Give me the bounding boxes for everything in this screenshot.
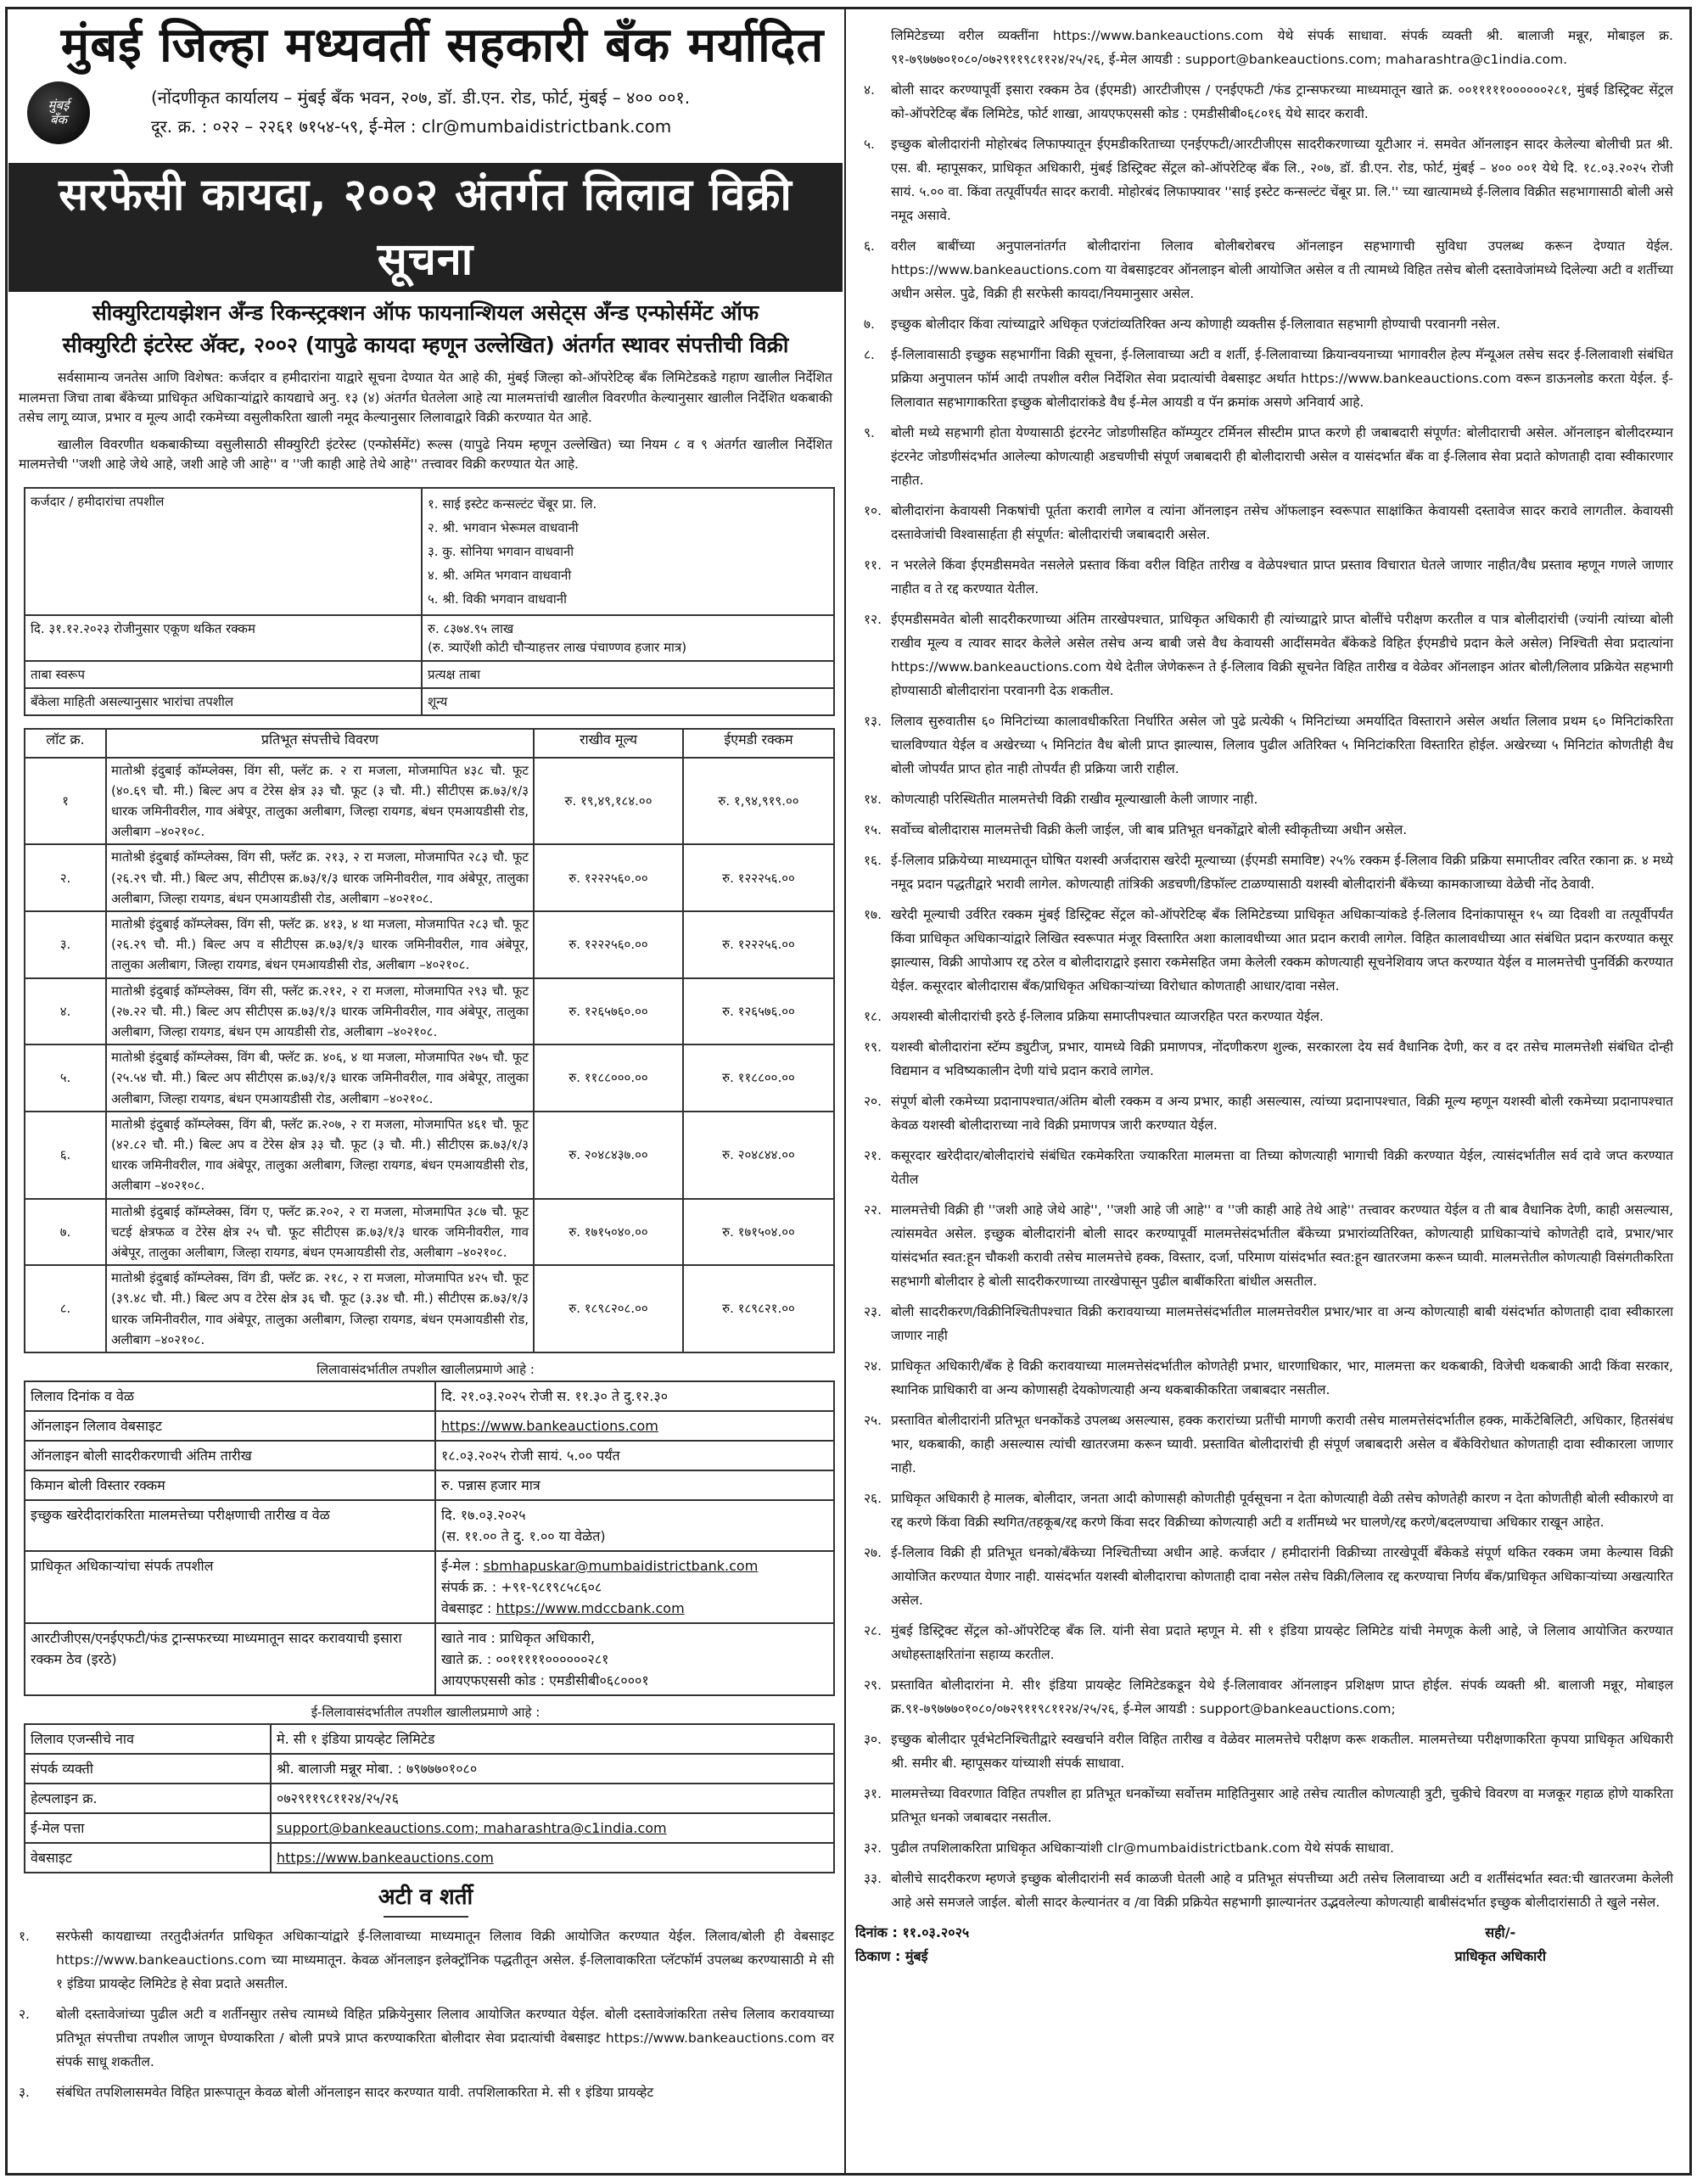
auction-website-link[interactable]: https://www.bankeauctions.com <box>441 1417 658 1434</box>
officer-website-label: वेबसाइट : <box>441 1599 492 1616</box>
address-line: (नोंदणीकृत कार्यालय – मुंबई बँक भवन, २०७, डॉ. डी.एन. रोड, फोर्ट, मुंबई – ४०० ००१. <box>151 87 691 108</box>
phone-label: दूर. क्र. : ०२२ – २२६१ ७१५४-५९, ई-मेल : <box>151 116 417 137</box>
term-text: इच्छुक बोलीदार पूर्वभेटनिश्चितीद्वारे स्वखर्चाने वरील विहित तारीख व वेळेवर मालमत्तेचे परीक्षण करू शकतील. मालमत्तेच्या परीक्षणाकरिता कृपया प्राधिकृत अधिकारी श्री. समीर बी. म्हापूसकर यांच्याशी संपर्क साधावा. <box>891 1732 1673 1771</box>
term-number: ८. <box>864 347 875 362</box>
lot-row <box>25 1112 834 1199</box>
bid-increment-value: रु. पन्नास हजार मात्र <box>435 1470 834 1500</box>
table-row <box>25 1500 834 1551</box>
lot-emd-amount: रु. २०४८४४.०० <box>683 1112 834 1199</box>
term-number: १२. <box>864 612 882 627</box>
term-text: बोली दस्तावेजांच्या पुढील अटी व शर्तीनसुार तसेच त्यामध्ये विहित प्रक्रियेनुसार लिलाव आयोजित करण्यात येईल. बोली दस्तावेजांकरिता तसेच लिलाव करावयाच्या प्रतिभूत संपत्तीचा तपशील जाणून घेण्याकरिता / बोली प्रपत्रे प्राप्त करण्याकरिता बोलीदार सेवा प्रदात्यांची वेबसाइट https://www.bankeauctions.com वर संपर्क साधू शकतील. <box>56 2006 834 2069</box>
terms-list-left <box>8 1924 843 2104</box>
term-number: २८. <box>864 1623 882 1638</box>
table-row <box>25 1843 834 1873</box>
lot-description: मातोश्री इंदुबाई कॉम्प्लेक्स, विंग डी, फ्लॅट क्र. २१८, २ रा मजला, मोजमापित ४२५ चौ. फूट (३९.४८ चौ. मी.) बिल्ट अप व टेरेस क्षेत्र ३६ चौ. फूट (३.३४ चौ. मी.) सीटीएस क्र.७३/१/३ धारक जमिनीवरील, गाव अंबेपूर, तालुका अलीबाग, जिल्हा रायगड, बंधन एमआयडीसी रोड, अलीबाग –४०२१०८. <box>106 1265 534 1352</box>
term-text: कसूरदार खरेदीदार/बोलीदारांचे संबंधित रकमेकरिता ज्याकरिता मालमत्ता वा तिच्या कोणत्याही भागाची विक्री करण्यात येईल, त्यासंदर्भातील सर्व दावे जप्त करण्यात येतील <box>891 1148 1673 1187</box>
helpline-value: ०७२९११९८११२४/२५/२६ <box>271 1784 834 1813</box>
last-date-value: १८.०३.२०२५ रोजी सायं. ५.०० पर्यंत <box>435 1441 834 1470</box>
term-number: २. <box>19 2006 30 2022</box>
table-row <box>25 661 834 688</box>
term-item <box>852 1487 1673 1534</box>
term-item <box>852 312 1673 336</box>
eauction-details-caption: ई-लिलावासंदर्भातील तपशील खालीलप्रमाणे आहे : <box>311 1704 540 1720</box>
term-number: ५. <box>864 137 875 152</box>
officer-email-link[interactable]: sbmhapuskar@mumbaidistrictbank.com <box>483 1557 759 1574</box>
term-number: ११. <box>864 557 882 573</box>
header-email-link[interactable]: clr@mumbaidistrictbank.com <box>421 116 672 137</box>
term-number: २९. <box>864 1677 882 1693</box>
lot-row <box>25 758 834 845</box>
lot-reserve-price: रु. १२२२५६०.०० <box>534 844 683 911</box>
term-item <box>852 1673 1673 1721</box>
term-number: २७. <box>864 1545 882 1560</box>
encumbrance-value: शून्य <box>422 688 834 715</box>
lot-reserve-price: रु. १२२२५६०.०० <box>534 911 683 978</box>
notice-title: सरफेसी कायदा, २००२ अंतर्गत लिलाव विक्री सूचना <box>8 163 843 292</box>
term-text: लिलाव सुरुवातीस ६० मिनिटांच्या कालावधीकरिता निर्धारित असेल जो पुढे प्रत्येकी ५ मिनिटांच्या अमर्यादित विस्ताराने असेल अर्थात लिलाव प्रथम ६० मिनिटांकरिता चालविण्यात येईल व अखेरच्या ५ मिनिटांत वैध बोली प्राप्त झाल्यास, लिलाव पुढील अतिरिक्त ५ मिनिटांकरिता विस्तारित होईल. अखेरच्या ५ मिनिटांत कोणतीही वैध बोली जोपर्यंत प्राप्त होत नाही तोपर्यंत ही प्रक्रिया जारी राहील. <box>891 714 1673 776</box>
term-item <box>852 78 1673 126</box>
right-column <box>848 10 1689 2172</box>
lot-number: ६. <box>25 1112 106 1199</box>
table-row <box>25 1411 834 1441</box>
table-row <box>25 1784 834 1813</box>
borrower-item: २. श्री. भगवान भेरूमल वाधवानी <box>428 519 579 535</box>
term-text: बोली मध्ये सहभागी होता येण्यासाठी इंटरनेट जोडणीसहित कॉम्प्युटर टर्मिनल सीस्टीम प्राप्त करणे ही जबाबदारी संपूर्णत: बोलीदाराची असेल. ऑनलाइन बोलीदरम्यान इंटरनेट जोडणीसंदर्भात आलेल्या कोणत्याही अडचणीची संपूर्ण जबाबदारी ही बोलीदाराची असेल व यासंदर्भात बँक वा ई-लिलाव सेवा प्रदाते कोणताही दावा स्वीकारणार नाहीत. <box>891 425 1673 488</box>
term-text: अयशस्वी बोलीदारांची इरठे ई-लिलाव प्रक्रिया समाप्तीपश्चात व्याजरहित परत करण्यात येईल. <box>891 1009 1324 1024</box>
lot-row <box>25 1044 834 1112</box>
lot-number: ४. <box>25 978 106 1045</box>
term-item <box>852 1408 1673 1480</box>
contact-person-label: संपर्क व्यक्ती <box>25 1754 271 1784</box>
borrower-item: १. साई इस्टेट कन्सल्टंट चेंबूर प्रा. लि. <box>428 496 597 512</box>
lot-emd-amount: रु. ११८८००.०० <box>683 1044 834 1112</box>
term-text: ई-लिलाव प्रक्रियेच्या माध्यमातून घोषित यशस्वी अर्जदारास खरेदी मूल्याच्या (ईएमडी समाविष्ट) २५% रक्कम ई-लिलाव विक्री प्रक्रिया समाप्तीवर त्वरित रकाना क्र. ४ मध्ये नमूद प्रदान पद्धतीद्वारे भरावी लागेल. कोणत्याही तांत्रिकी अडचणी/डिफॉल्ट टाळण्यासाठी यशस्वी बोलीदारांनी बँकेच्या कामकाजाच्या वेळेची नोंद ठेवावी. <box>891 853 1673 892</box>
agency-label: लिलाव एजन्सीचे नाव <box>25 1724 271 1754</box>
possession-label: ताबा स्वरूप <box>25 661 422 688</box>
lot-emd-amount: रु. १२६५७६.०० <box>683 978 834 1045</box>
agency-value: मे. सी १ इंडिया प्रायव्हेट लिमिटेड <box>271 1724 834 1754</box>
lot-number: ७. <box>25 1199 106 1266</box>
term-item <box>852 132 1673 227</box>
term-item <box>852 343 1673 414</box>
term-text: संबंधित तपशिलासमवेत विहित प्रारूपातून केवळ बोली ऑनलाइन सादर करण्यात यावी. तपशिलाकरिता मे. सी १ इंडिया प्रायव्हेट <box>56 2084 654 2100</box>
term-number: ४. <box>864 82 875 98</box>
email-address-label: ई-मेल पत्ता <box>25 1813 271 1843</box>
term-text: मालमत्तेच्या विवरणात विहित तपशील हा प्रतिभूत धनकोंच्या सर्वोत्तम माहितिनुसार आहे तसेच त्यातील कोणत्याही त्रुटी, चुकीचे विवरण वा मजकूर गहाळ होणे याकरिता प्रतिभूत धनको जबाबदार नसतील. <box>891 1786 1673 1825</box>
term-text: प्रस्तावित बोलीदारांनी प्रतिभूत धनकोंकडे उपलब्ध असल्यास, हक्क करारांच्या प्रतींची मागणी करावी तसेच मालमत्तेसंदर्भातील हक्क, मार्केटेबिलिटी, अधिकार, हितसंबंध भार, थकबाकी, काही असल्यास त्यांची खातरजमा करून घ्यावी. प्रस्तावित बोलीदारांची ही संपूर्ण जबाबदारी असेल व बँकेविरोधात कोणताही दावा स्वीकारला जाणार नाही. <box>891 1413 1673 1476</box>
emd-deposit-value <box>435 1623 834 1695</box>
term-item <box>852 709 1673 781</box>
helpline-label: हेल्पलाइन क्र. <box>25 1784 271 1813</box>
lot-reserve-price: रु. १२६५७६०.०० <box>534 978 683 1045</box>
lot-emd-amount: रु. १२२२५६.०० <box>683 844 834 911</box>
table-row <box>25 1754 834 1784</box>
table-row <box>25 488 834 615</box>
eauction-details-table <box>24 1723 835 1873</box>
borrower-item: ५. श्री. विकी भगवान वाधवानी <box>428 591 567 607</box>
term-number: २०. <box>864 1094 882 1109</box>
logo-text-line2: बँक <box>49 112 68 127</box>
inspection-label: इच्छुक खरेदीदारांकरिता मालमत्तेच्या परीक्षणाची तारीख व वेळ <box>25 1500 435 1551</box>
col-header-description: प्रतिभूत संपत्तीचे विवरण <box>106 729 534 758</box>
table-row <box>25 1470 834 1500</box>
inspection-time: (स. ११.०० ते दु. १.०० या वेळेत) <box>441 1527 606 1544</box>
lot-reserve-price: रु. १७१५०४०.०० <box>534 1199 683 1266</box>
term-item <box>852 608 1673 703</box>
term-item <box>852 1198 1673 1293</box>
subtitle-line1: सीक्युरिटायझेशन अँन्ड रिकन्स्ट्रक्शन ऑफ फायनान्शियल असेट्स अँन्ड एन्फोर्समेंट ऑफ <box>92 300 759 325</box>
term-item <box>8 1924 843 1996</box>
term-item <box>852 1144 1673 1191</box>
lot-row <box>25 978 834 1045</box>
auction-website-label: ऑनलाइन लिलाव वेबसाइट <box>25 1411 435 1441</box>
term-text: संपूर्ण बोली रकमेच्या प्रदानापश्चात/अंतिम बोली रक्कम व अन्य प्रभार, काही असल्यास, त्यांच्या प्रदानापश्चात, विक्री मूल्य म्हणून यशस्वी बोली रकमेच्या प्रदानापश्चात केवळ यशस्वी बोलीदाराच्या नावे विक्री प्रमाणपत्र जारी करण्यात येईल. <box>891 1094 1673 1133</box>
officer-email-label: ई-मेल : <box>441 1557 479 1574</box>
auction-date-value: दि. २१.०३.२०२५ रोजी स. ११.३० ते दु.१२.३० <box>435 1381 834 1411</box>
signed-mark: सही/- <box>1485 1924 1516 1940</box>
bank-logo-icon <box>27 81 90 144</box>
term-continuation <box>852 24 1673 71</box>
account-number: खाते क्र. : ००१११११००००००२८१ <box>441 1650 609 1667</box>
lot-description: मातोश्री इंदुबाई कॉम्प्लेक्स, विंग बी, फ्लॅट क्र. ४०६, ४ था मजला, मोजमापित २७५ चौ. फूट (२५.५४ चौ. मी.) बिल्ट अप सीटीएस क्र.७३/१/३ धारक जमिनीवरील, गाव अंबेपूर, तालुका अलीबाग, जिल्हा रायगड, बंधन एमआयडीसी रोड, अलीबाग –४०२१०८. <box>106 1044 534 1112</box>
lot-description: मातोश्री इंदुबाई कॉम्प्लेक्स, विंग बी, फ्लॅट क्र.२०७, २ रा मजला, मोजमापित ४६१ चौ. फूट (४२.८२ चौ. मी.) बिल्ट अप व टेरेस क्षेत्र ३३ चौ. फूट (३ चौ. मी.) सीटीएस क्र.७३/१/३ धारक जमिनीवरील, गाव अंबेपूर, तालुका अलीबाग, जिल्हा रायगड, बंधन एमआयडीसी रोड, अलीबाग –४०२१०८. <box>106 1112 534 1199</box>
lot-row <box>25 1199 834 1266</box>
logo-text-line1: मुंबई <box>48 98 70 113</box>
bank-name-heading: मुंबई जिल्हा मध्यवर्ती सहकारी बँक मर्यादित <box>60 18 825 73</box>
notice-subtitle <box>8 297 843 361</box>
emd-deposit-label: आरटीजीएस/एनईएफटी/फंड ट्रान्सफरच्या माध्यमातून सादर करावयाची इसारा रक्कम ठेव (इरठे) <box>25 1623 435 1695</box>
lot-number: १ <box>25 758 106 845</box>
table-header-row <box>25 729 834 758</box>
term-item <box>852 1867 1673 1914</box>
term-item <box>852 553 1673 601</box>
contact-line <box>151 112 690 141</box>
lot-row <box>25 844 834 911</box>
col-header-emd: ईएमडी रक्कम <box>683 729 834 758</box>
lot-reserve-price: रु. ११८८०००.०० <box>534 1044 683 1112</box>
lot-description: मातोश्री इंदुबाई कॉम्प्लेक्स, विंग ए, फ्लॅट क्र.२०२, २ रा मजला, मोजमापित ३८७ चौ. फूट चटई क्षेत्रफळ व टेरेस क्षेत्र २५ चौ. फूट सीटीएस क्र.७३/१/३ धारक जमिनीवरील, गाव अंबेपूर, तालुका अलीबाग, जिल्हा रायगड, बंधन एमआयडीसी रोड, अलीबाग –४०२१०८. <box>106 1199 534 1266</box>
term-item <box>852 1782 1673 1829</box>
term-number: १९. <box>864 1039 882 1055</box>
borrower-item: ४. श्री. अमित भगवान वाधवानी <box>428 567 572 583</box>
term-number: १७. <box>864 907 882 922</box>
term-text: प्राधिकृत अधिकारी/बँक हे विक्री करावयाच्या मालमत्तेसंदर्भातील कोणतेही प्रभार, धारणाधिकार, भार, मालमत्ता कर थकबाकी, विजेची थकबाकी आदी किंवा सरकार, स्थानिक प्राधिकारी वा अन्य कोणासही देयकोणत्याही अन्य थकबाकीकरिता जबाबदार नसतील. <box>891 1358 1673 1397</box>
left-column <box>8 10 843 2172</box>
term-text: ई-लिलावासाठी इच्छुक सहभागींना विक्री सूचना, ई-लिलावाच्या अटी व शर्ती, ई-लिलावाच्या क्रियान्वयनाच्या भागावरील हेल्प मॅन्यूअल तसेच सदर ई-लिलावाशी संबंधित प्रक्रिया अनुपालन फॉर्म आदी तपशील वरील निर्देशित सेवा प्रदात्यांची वेबसाइट अर्थात https://www.bankeauctions.com वरून डाऊनलोड करता येईल. ई-लिलावात सहभागाकरिता इच्छुक बोलीदारांकडे वैध ई-मेल आयडी व पॅन क्रमांक असणे अनिवार्य आहे. <box>891 347 1673 410</box>
outstanding-value <box>422 615 834 661</box>
term-number: ७. <box>864 316 875 332</box>
borrower-table <box>24 487 835 716</box>
borrower-item: ३. कु. सोनिया भगवान वाधवानी <box>428 543 574 559</box>
term-item <box>852 1619 1673 1666</box>
col-header-reserve-price: राखीव मूल्य <box>534 729 683 758</box>
term-number: १८. <box>864 1009 882 1024</box>
term-item <box>8 2080 843 2104</box>
term-number: १. <box>19 1928 30 1944</box>
officer-contact-value <box>435 1551 834 1623</box>
term-item <box>852 1089 1673 1137</box>
term-number: ३. <box>19 2084 30 2100</box>
term-text: बोलीचे सादरीकरण म्हणजे इच्छुक बोलीदारांनी सर्व काळजी घेतली आहे व प्रतिभूत संपत्तीच्या अटी तसेच लिलावाच्या अटी व शर्तींसंदर्भात स्वत:ची खातरजमा केलेली आहे असे समजले जाईल. बोली सादर केल्यानंतर व /वा विक्री प्रक्रियेत सहभागी झाल्यानंतर उद्भवलेल्या कोणत्याही बाबीसंदर्भात इच्छुक बोलीदारांसाठी ते खुले नसेल. <box>891 1871 1673 1910</box>
registered-office <box>151 83 690 141</box>
lots-table <box>24 728 835 1353</box>
auction-details-caption: लिलावासंदर्भातील तपशील खालीलप्रमाणे आहे : <box>316 1361 535 1377</box>
term-item <box>852 499 1673 546</box>
term-text: ई-लिलाव विक्री ही प्रतिभूत धनको/बँकेच्या निश्चितीच्या अधीन आहे. कर्जदार / हमीदारांनी विक्रीच्या तारखेपूर्वी बँकेकडे संपूर्ण थकित रक्कम जमा केल्यास विक्री आयोजित करण्यात येणार नाही. यासंदर्भात यशस्वी बोलीदाराचा कोणताही दावा नसेल तसेच विक्री/लिलाव रद्द करण्याचा निर्णय बँक/प्राधिकृत अधिकाऱ्यांच्या अखत्यारित असेल. <box>891 1545 1673 1608</box>
intro-paragraph-1: सर्वसामान्य जनतेस आणि विशेषत: कर्जदार व हमीदारांना याद्वारे सूचना देण्यात येत आहे की, मुंबई जिल्हा को-ऑपरेटिव्ह बँक लिमिटेडकडे गहाण खालील निर्देशित मालमत्ता जिचा ताबा बँकेच्या प्राधिकृत अधिकाऱ्यांद्वारे कायद्याचे अनु. १३ (४) अंतर्गत घेतलेला आहे त्या मालमत्तांची खालील विवरणीत केल्यानुसार खालील निर्देशित थकबाकी तसेच लागू व्याज, प्रभार व मूल्य आदी रकमेच्या वसुलीकरिता खाली नमूद केल्यानुसार लिलावाद्वारे विक्री करण्यात येत आहे. <box>19 370 832 425</box>
terms-heading-underline <box>384 1916 468 1918</box>
term-number: ३३. <box>864 1871 882 1886</box>
term-text: इच्छुक बोलीदार किंवा त्यांच्याद्वारे अधिकृत एजंटांव्यतिरिक्त अन्य कोणाही व्यक्तीस ई-लिलावात सहभागी होण्याची परवानगी नसेल. <box>891 316 1501 332</box>
lot-description: मातोश्री इंदुबाई कॉम्प्लेक्स, विंग सी, फ्लॅट क्र. ४१३, ४ था मजला, मोजमापित २८३ चौ. फूट (२६.२९ चौ. मी.) बिल्ट अप व सीटीएस क्र.७३/१/३ धारक जमिनीवरील, गाव अंबेपूर, तालुका अलीबाग, जिल्हा रायगड, बंधन एमआयडीसी रोड, अलीबाग –४०२१०८. <box>106 911 534 978</box>
term-text: बोली सादर करण्यापूर्वी इसारा रक्कम ठेव (ईएमडी) आरटीजीएस / एनईएफटी /फंड ट्रान्सफरच्या माध्यमातून खाते क्र. ००१११११००००००२८१, मुंबई डिस्ट्रिक्ट सेंट्रल को-ऑपरेटिव्ह बँक लिमिटेड, फोर्ट शाखा, आयएफएससी कोड : एमडीसीबी०६८०१६ येथे सादर करावी. <box>891 82 1673 121</box>
table-row <box>25 1724 834 1754</box>
lot-number: २. <box>25 844 106 911</box>
signatory-title: प्राधिकृत अधिकारी <box>1454 1948 1546 1964</box>
lot-reserve-price: रु. १९,४९,१८४.०० <box>534 758 683 845</box>
term-number: १३. <box>864 714 882 729</box>
eauction-website-link[interactable]: https://www.bankeauctions.com <box>277 1849 494 1866</box>
header-address-block <box>8 81 843 158</box>
lot-number: ५. <box>25 1044 106 1112</box>
term-text: प्राधिकृत अधिकारी हे मालक, बोलीदार, जनता आदी कोणासही कोणतीही पूर्वसूचना न देता कोणत्याही वेळी तसेच कोणतेही कारण न देता कोणतीही बोली स्वीकारणे वा रद्द करणे किंवा विक्री स्थगित/तहकूब/रद्द करणे किंवा सदर विक्रीच्या कोणत्याही अटी व शर्तीमध्ये भर घालणे/रद्द करणे/बदलण्याचा अधिकार राखून आहेत. <box>891 1491 1673 1530</box>
lot-description: मातोश्री इंदुबाई कॉम्प्लेक्स, विंग सी, फ्लॅट क्र.२१२, २ रा मजला, मोजमापित २९३ चौ. फूट (२७.२२ चौ. मी.) बिल्ट अप सीटीएस क्र.७३/१/३ धारक जमिनीवरील, गाव अंबेपूर, तालुका अलीबाग, जिल्हा रायगड, बंधन एम आयडीसी रोड, अलीबाग –४०२१०८. <box>106 978 534 1045</box>
outstanding-label: दि. ३१.१२.२०२३ रोजीनुसार एकूण थकित रक्कम <box>25 615 422 661</box>
last-date-label: ऑनलाइन बोली सादरीकरणाची अंतिम तारीख <box>25 1441 435 1470</box>
lot-reserve-price: रु. १८९८२०८.०० <box>534 1265 683 1352</box>
borrowers-list <box>422 488 834 615</box>
lot-row <box>25 911 834 978</box>
lot-reserve-price: रु. २०४८४३७.०० <box>534 1112 683 1199</box>
inspection-value <box>435 1500 834 1551</box>
term-number: ३२. <box>864 1840 882 1856</box>
term-text: वरील बाबींच्या अनुपालनांतर्गत बोलीदारांना लिलाव बोलीबरोबरच ऑनलाइन सहभागाची सुविधा उपलब्ध करून देण्यात येईल. https://www.bankeauctions.com या वेबसाइटवर ऑनलाइन बोली आयोजित असेल व ती त्यामध्ये विहित तसेच बोली दस्तावेजांमध्ये दिलेल्या अटी व शर्तीच्या अधीन असेल. पुढे, विक्री ही सरफेसी कायदा/नियमानुसार असेल. <box>891 238 1673 301</box>
terms-list-right <box>852 24 1673 1914</box>
auction-details-table <box>24 1380 835 1696</box>
term-item <box>852 1300 1673 1347</box>
term-text: पुढील तपशिलाकरिता प्राधिकृत अधिकाऱ्यांशी clr@mumbaidistrictbank.com येथे संपर्क साधावा. <box>891 1840 1394 1856</box>
table-row <box>25 1381 834 1411</box>
col-header-lot: लॉट क्र. <box>25 729 106 758</box>
bid-increment-label: किमान बोली विस्तार रक्कम <box>25 1470 435 1500</box>
column-divider <box>844 7 846 2176</box>
term-item <box>852 1005 1673 1028</box>
term-item <box>852 848 1673 896</box>
term-item <box>852 818 1673 842</box>
term-number: ३१. <box>864 1786 882 1801</box>
term-number: २५. <box>864 1413 882 1428</box>
term-number: १६. <box>864 853 882 868</box>
term-item <box>8 2002 843 2074</box>
encumbrance-label: बँकेला माहिती असल्यानुसार भारांचा तपशील <box>25 688 422 715</box>
term-item <box>852 1728 1673 1775</box>
term-text: सर्वोच्च बोलीदारास मालमत्तेची विक्री केली जाईल, जी बाब प्रतिभूत धनकोंद्वारे बोली स्वीकृतीच्या अधीन असेल. <box>891 822 1408 837</box>
term-item <box>852 1354 1673 1402</box>
term-text: मालमत्तेची विक्री ही ''जशी आहे जेथे आहे'', ''जशी आहे जी आहे'' व ''जी काही आहे तेथे आहे'' तत्त्वावर करण्यात येईल व ती बाब वैधानिक देणी, काही असल्यास, त्यांसमवेत असेल. इच्छुक बोलीदारांनी बोली सादर करण्यापूर्वी मालमत्तेसंदर्भातील बँकेच्या प्रभारांव्यतिरिक्त, कोणत्याही प्राधिकाऱ्यांचे कोणतेही दावे, प्रभार/भार यांसंदर्भात स्वत:हून चौकशी करावी तसेच मालमत्तेचे हक्क, विस्तार, दर्जा, परिमाण यांसंदर्भात स्वत:हून खातरजमा करून घ्यावी. मालमत्तेतील कोणत्याही विसंगतीकरिता सहभागी बोलीदार हे बोली सादरीकरणाच्या तारखेपासून पुढील बाबींकरिता बांधील असतील. <box>891 1202 1673 1289</box>
officer-website-link[interactable]: https://www.mdccbank.com <box>496 1599 685 1616</box>
term-text: सरफेसी कायद्याच्या तरतुदीअंतर्गत प्राधिकृत अधिकाऱ्यांद्वारे ई-लिलावाच्या माध्यमातून लिलाव विक्री आयोजित करण्यात येईल. लिलाव/बोली ही वेबसाइट https://www.bankeauctions.com च्या माध्यमातून. केवळ ऑनलाइन इलेक्ट्रॉनिक पद्धतीतून असेल. ई-लिलावाकरिता प्लॅटफॉर्म उपलब्ध करण्यासाठी मे सी १ इंडिया प्रायव्हेट लिमिटेड हे सेवा प्रदाते असतील. <box>56 1928 834 1991</box>
term-number: १०. <box>864 503 882 518</box>
account-name: खाते नाव : प्राधिकृत अधिकारी, <box>441 1629 596 1646</box>
term-item <box>852 1035 1673 1083</box>
term-text: बोलीदारांना केवायसी निकषांची पूर्तता करावी लागेल व त्यांना ऑनलाइन तसेच ऑफलाइन स्वरूपात साक्षांकित केवायसी दस्तावेज सादर करावे लागतील. केवायसी दस्तावेजांची विश्वासार्हता ही संपूर्णत: बोलीदारांची जबाबदारी असेल. <box>891 503 1673 542</box>
term-text: इच्छुक बोलीदारांनी मोहोरबंद लिफाफ्यातून ईएमडीकरिताच्या एनईएफटी/आरटीजीएस सादरीकरणाच्या यूटीआर नं. समवेत ऑनलाइन सादर केलेल्या बोलीची प्रत श्री. एस. बी. म्हापूसकर, प्राधिकृत अधिकारी, मुंबई डिस्ट्रिक्ट सेंट्रल को-ऑपरेटिव्ह बँक लि., २०७, डॉ. डी.एन. रोड, फोर्ट, मुंबई – ४०० ००१ येथे दि. १८.०३.२०२५ रोजी सायं. ५.०० वा. किंवा तत्पूर्वीपर्यंत सादर करावी. मोहोरबंद लिफाफ्यावर ''साई इस्टेट कन्सल्टंट चेंबूर प्रा. लि.'' च्या खात्यामध्ये ई-लिलाव विक्रीत सहभागासाठी बोली असे नमूद असावे. <box>891 137 1674 223</box>
lot-row <box>25 1265 834 1352</box>
lot-description: मातोश्री इंदुबाई कॉम्प्लेक्स, विंग सी, फ्लॅट क्र. २१३, २ रा मजला, मोजमापित २८३ चौ. फूट (२६.२९ चौ. मी.) बिल्ट अप, सीटीएस क्र.७३/१/३ धारक जमिनीवरील, गाव अंबेपूर, तालुका अलीबाग, जिल्हा रायगड, बंधन एमआयडीसी रोड, अलीबाग –४०२१०८. <box>106 844 534 911</box>
intro-paragraph-2: खालील विवरणीत थकबाकीच्या वसुलीसाठी सीक्युरिटी इंटरेस्ट (एन्फोर्समेंट) रूल्स (यापुढे नियम म्हणून उल्लेखित) च्या नियम ८ व ९ अंतर्गत खालील निर्देशित मालमत्तेची ''जशी आहे जेथे आहे, जशी आहे जी आहे'' व ''जी काही आहे तेथे आहे'' तत्त्वावर विक्री करण्यात येत आहे. <box>19 436 832 472</box>
term-text: मुंबई डिस्ट्रिक्ट सेंट्रल को-ऑपरेटिव्ह बँक लि. यांनी सेवा प्रदाते म्हणून मे. सी १ इंडिया प्रायव्हेट लिमिटेड यांची नेमणूक केली आहे, जे लिलाव आयोजित करण्यात अधोहस्ताक्षरितांना सहाय्य करतील. <box>891 1623 1673 1662</box>
footer-date: दिनांक : ११.०३.२०२५ <box>855 1924 970 1940</box>
term-number: २४. <box>864 1358 882 1374</box>
term-text: न भरलेले किंवा ईएमडीसमवेत नसलेले प्रस्ताव किंवा वरील विहित तारीख व वेळेपश्चात प्राप्त प्रस्ताव विचारात घेतले जाणार नाहीत/वैध प्रस्ताव म्हणून गणले जाणार नाहीत व ते रद्द करण्यात येतील. <box>891 557 1673 596</box>
inspection-date: दि. १७.०३.२०२५ <box>441 1506 526 1523</box>
term-text: कोणत्याही परिस्थितीत मालमत्तेची विक्री राखीव मूल्याखाली केली जाणार नाही. <box>891 792 1258 807</box>
term-item <box>852 1836 1673 1860</box>
auction-date-label: लिलाव दिनांक व वेळ <box>25 1381 435 1411</box>
term-number: १४. <box>864 792 882 807</box>
term-number: २३. <box>864 1304 882 1319</box>
table-row <box>25 1441 834 1470</box>
notice-footer <box>852 1921 1673 1968</box>
lot-number: ३. <box>25 911 106 978</box>
term-number: ९. <box>864 425 875 440</box>
lot-emd-amount: रु. १२२२५६.०० <box>683 911 834 978</box>
email-address-link[interactable]: support@bankeauctions.com; maharashtra@c1india.com <box>277 1819 667 1836</box>
term-text: बोली सादरीकरण/विक्रीनिश्चितीपश्चात विक्री करावयाच्या मालमत्तेसंदर्भातील मालमत्तेवरील प्रभार/भार वा अन्य कोणत्याही बाबी यंसंदर्भात कोणताही दावा स्वीकारला जाणार नाही <box>891 1304 1673 1343</box>
term-number: २२. <box>864 1202 882 1218</box>
term-item <box>852 1541 1673 1612</box>
lot-emd-amount: रु. १,९४,९१९.०० <box>683 758 834 845</box>
term-item <box>852 421 1673 492</box>
term-text: प्रस्तावित बोलीदारांना मे. सी१ इंडिया प्रायव्हेट लिमिटेडकडून येथे ई-लिलावावर ऑनलाइन प्रशिक्षण प्राप्त होईल. संपर्क व्यक्ती श्री. बालाजी मन्नूर, मोबाइल क्र.९१-७९७७७०१०८०/०७२९११९८११२४/२५/२६, ई-मेल आयडी : support@bankeauctions.com; <box>891 1677 1673 1716</box>
footer-signature <box>1454 1921 1673 1968</box>
eauction-website-label: वेबसाइट <box>25 1843 271 1873</box>
term-number: ६. <box>864 238 875 254</box>
term-text: खरेदी मूल्याची उर्वरित रक्कम मुंबई डिस्ट्रिक्ट सेंट्रल को-ऑपरेटिव्ह बँक लिमिटेडच्या प्राधिकृत अधिकाऱ्यांकडे ई-लिलाव दिनांकापासून १५ व्या दिवशी वा तत्पूर्वीपर्यंत किंवा प्राधिकृत अधिकाऱ्यांद्वारे लिखित स्वरूपात मंजूर विस्तारित अशा कालावधीच्या आत प्रदान करावी लागेल. विहित कालावधीच्या आत संबंधित प्रदान करण्यात कसूर झाल्यास, विक्री आपोआप रद्द ठरेल व बोलीदाराद्वारे इसारा रकमेसहित जमा केलेली रक्कम कोणत्याही सूचनेशिवाय जप्त करण्यात येईल व मालमत्तेची पुनर्विक्री करण्यात येईल. कसूरदार बोलीदारास बँक/प्राधिकृत अधिकाऱ्यांच्या विरोधात कोणताही आधार/दावा नसेल. <box>891 907 1673 994</box>
term-number: १५. <box>864 822 882 837</box>
subtitle-line2: सीक्युरिटी इंटरेस्ट अ‍ॅक्ट, २००२ (यापुढे कायदा म्हणून उल्लेखित) अंतर्गत स्थावर संपत्तीची विक्री <box>62 333 789 357</box>
table-row <box>25 1623 834 1695</box>
footer-place: ठिकाण : मुंबई <box>855 1948 928 1964</box>
lot-description: मातोश्री इंदुबाई कॉम्प्लेक्स, विंग सी, फ्लॅट क्र. २ रा मजला, मोजमापित ४३८ चौ. फूट (४०.६९ चौ. मी.) बिल्ट अप व टेरेस क्षेत्र ३३ चौ. फूट (३ चौ. मी.) सीटीएस क्र.७३/१/३ धारक जमिनीवरील, गाव अंबेपूर, तालुका अलीबाग, जिल्हा रायगड, बंधन एमआयडीसी रोड, अलीबाग –४०२१०८. <box>106 758 534 845</box>
ifsc-code: आयएफएससी कोड : एमडीसीबी०६८०००१ <box>441 1672 649 1688</box>
table-row <box>25 1813 834 1843</box>
term-text: ईएमडीसमवेत बोली सादरीकरणाच्या अंतिम तारखेपश्चात, प्राधिकृत अधिकारी ही त्यांच्याद्वारे प्राप्त बोलींचे परीक्षण करतील व पात्र बोलीदारांची (ज्यांनी त्यांच्या बोली राखीव मूल्य व त्यावर सादर केलेले असेल तसेच अन्य बाबी जसे वैध केवायसी आदींसमवेत बँकेकडे विहित ईएमडीचे प्रदान केले असेल) निश्चिती सेवा प्रदात्यांना https://www.bankeauctions.com येथे देतील जेणेकरून ते ई-लिलाव विक्री सूचनेत विहित तारीख व वेळेवर ऑनलाइन आंतर बोली/लिलाव प्रक्रियेत सहभागी होण्यासाठी बोलीदारांना परवानगी देऊ शकतील. <box>891 612 1673 698</box>
term-item <box>852 234 1673 305</box>
lot-number: ८. <box>25 1265 106 1352</box>
term-text: यशस्वी बोलीदारांना स्टॅम्प ड्युटीज्, प्रभार, यामध्ये विक्री प्रमाणपत्र, नोंदणीकरण शुल्क, सरकारला देय सर्व वैधानिक देणी, कर व दर तसेच मालमत्तेशी संबंधित दोन्ही विद्यमान व भविष्यकालीन देणी यांचे प्रदान करावे लागेल. <box>891 1039 1673 1078</box>
borrowers-label: कर्जदार / हमीदारांचा तपशील <box>25 488 422 615</box>
contact-person-value: श्री. बालाजी मन्नूर मोबा. : ७९७७७०१०८० <box>271 1754 834 1784</box>
outstanding-words: (रु. त्र्याऐंशी कोटी चौऱ्याहत्तर लाख पंचाण्णव हजार मात्र) <box>428 639 687 655</box>
lot-emd-amount: रु. १७१५०४.०० <box>683 1199 834 1266</box>
table-row <box>25 688 834 715</box>
footer-date-place <box>855 1921 969 1968</box>
term-number: २६. <box>864 1491 882 1506</box>
lot-emd-amount: रु. १८९८२१.०० <box>683 1265 834 1352</box>
table-row <box>25 615 834 661</box>
terms-heading: अटी व शर्ती <box>378 1884 473 1910</box>
term-number: ३०. <box>864 1732 882 1747</box>
officer-phone: संपर्क क्र. : +९१-९८१९८५८६०८ <box>441 1578 602 1595</box>
officer-contact-label: प्राधिकृत अधिकाऱ्यांचा संपर्क तपशील <box>25 1551 435 1623</box>
term-text: लिमिटेडच्या वरील व्यक्तींना https://www.bankeauctions.com येथे संपर्क साधावा. संपर्क व्यक्ती श्री. बालाजी मन्नूर, मोबाइल क्र. ९१-७९७७७०१०८०/०७२९११९८११२४/२५/२६, ई-मेल आयडी : support@bankeauctions.com; maharashtra@c1india.com. <box>891 28 1673 67</box>
outstanding-amount: रु. ८३७४.९५ लाख <box>428 620 514 636</box>
possession-value: प्रत्यक्ष ताबा <box>422 661 834 688</box>
table-row <box>25 1551 834 1623</box>
term-number: २१. <box>864 1148 882 1163</box>
term-item <box>852 903 1673 998</box>
term-item <box>852 787 1673 811</box>
